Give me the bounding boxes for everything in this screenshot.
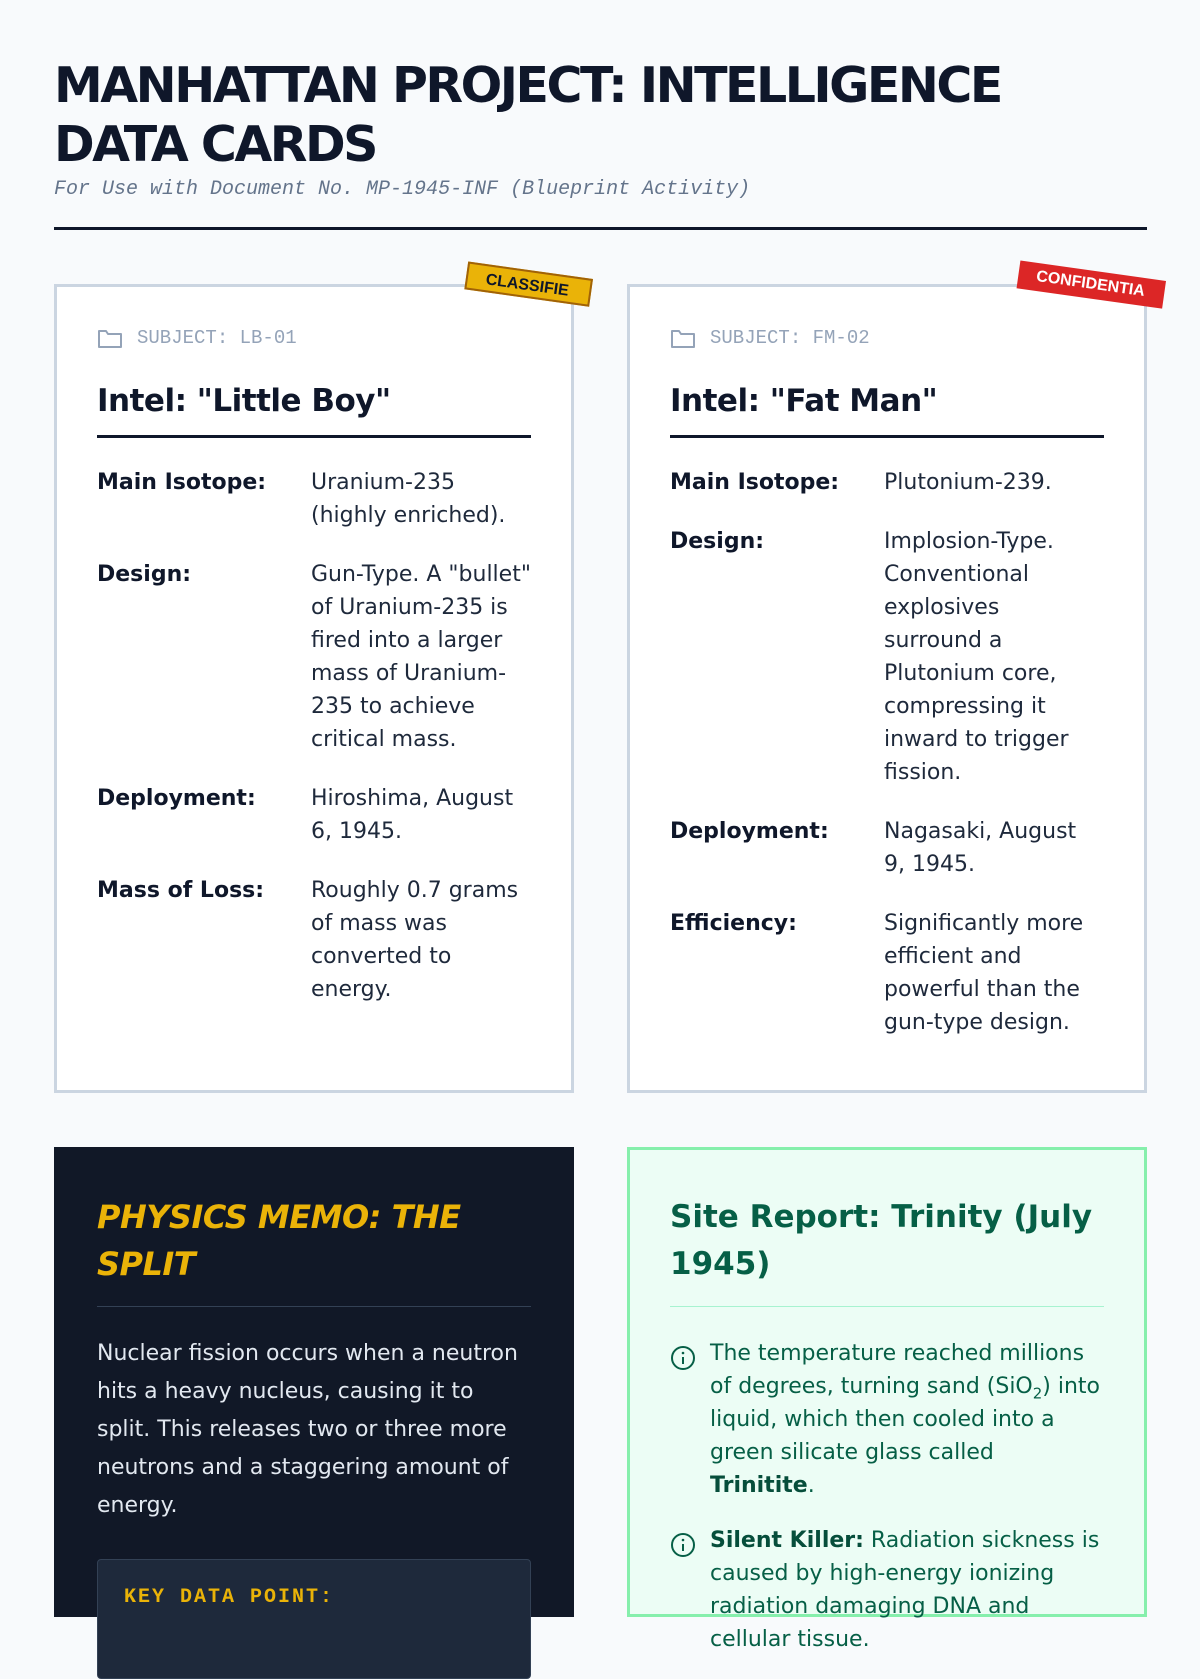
memo-text: Nuclear fission occurs when a neutron hits a heavy nucleus, causing it to split. This releases two or three more neutrons and a staggering amount of energy. <box>97 1341 518 1518</box>
page-subtitle: For Use with Document No. MP-1945-INF (Blueprint Activity) <box>54 178 751 201</box>
card-heading: Intel: "Little Boy" <box>97 383 531 438</box>
fact-row <box>670 466 1104 499</box>
fact-list <box>97 466 531 1006</box>
intel-card-fat-man <box>627 267 1147 1093</box>
fact-value: Roughly 0.7 grams of mass was converted to energy. <box>311 878 519 1002</box>
site-report-title: Site Report: Trinity (July 1945) <box>670 1194 1104 1307</box>
subject-code: SUBJECT: LB-01 <box>137 327 297 349</box>
classified-stamp: CLASSIFIE <box>465 262 593 307</box>
site-report-item <box>670 1524 1104 1656</box>
folder-icon <box>670 327 696 349</box>
intel-card-little-boy <box>54 271 574 1093</box>
fact-label: Design: <box>670 529 765 554</box>
fact-row <box>97 874 531 1006</box>
folder-icon <box>97 327 123 349</box>
fact-label: Deployment: <box>670 819 829 844</box>
fact-label: Design: <box>97 562 192 587</box>
memo-title: PHYSICS MEMO: THE SPLIT <box>97 1194 531 1307</box>
fact-value: Hiroshima, August 6, 1945. <box>311 786 514 844</box>
page-title: MANHATTAN PROJECT: INTELLIGENCE DATA CARDS <box>54 57 1001 173</box>
key-data-box <box>97 1559 531 1679</box>
fact-list <box>670 466 1104 1039</box>
fact-label: Efficiency: <box>670 911 797 936</box>
physics-memo-panel <box>54 1147 574 1617</box>
subject-line <box>670 323 1104 353</box>
fact-label: Mass of Loss: <box>97 878 265 903</box>
site-report-item <box>670 1337 1104 1502</box>
site-report-text: Silent Killer: Radiation sickness is caused by high-energy ionizing radiation damaging DNA and cellular tissue. <box>710 1528 1100 1652</box>
confidential-stamp: CONFIDENTIA <box>1016 260 1166 308</box>
fact-value: Significantly more efficient and powerful than the gun-type design. <box>884 911 1084 1035</box>
fact-row <box>97 782 531 848</box>
key-data-label: KEY DATA POINT: <box>124 1586 335 1609</box>
subject-line <box>97 323 531 353</box>
fact-value: Plutonium-239. <box>884 470 1052 495</box>
page-header <box>54 56 1147 201</box>
site-report-panel <box>627 1147 1147 1652</box>
site-report-list <box>670 1337 1104 1656</box>
fact-value: Uranium-235 (highly enriched). <box>311 470 506 528</box>
fact-label: Deployment: <box>97 786 256 811</box>
site-report-text: The temperature reached millions of degrees, turning sand (SiO$_2$) into liquid, which then cooled into a green silicate glass called Trinitite. <box>710 1341 1101 1498</box>
fact-label: Main Isotope: <box>670 470 840 495</box>
fact-row <box>670 815 1104 881</box>
card-heading: Intel: "Fat Man" <box>670 383 1104 438</box>
fact-row <box>97 558 531 756</box>
fact-row <box>97 466 531 532</box>
fact-value: Nagasaki, August 9, 1945. <box>884 819 1077 877</box>
fact-label: Main Isotope: <box>97 470 267 495</box>
fact-row <box>670 525 1104 789</box>
fact-value: Implosion-Type. Conventional explosives surround a Plutonium core, compressing it inward to trigger fission. <box>884 529 1069 785</box>
info-icon <box>670 1532 696 1558</box>
header-divider <box>54 227 1147 230</box>
fact-value: Gun-Type. A "bullet" of Uranium-235 is fired into a larger mass of Uranium-235 to achieve critical mass. <box>311 562 531 752</box>
fact-row <box>670 907 1104 1039</box>
subject-code: SUBJECT: FM-02 <box>710 327 870 349</box>
info-icon <box>670 1345 696 1371</box>
